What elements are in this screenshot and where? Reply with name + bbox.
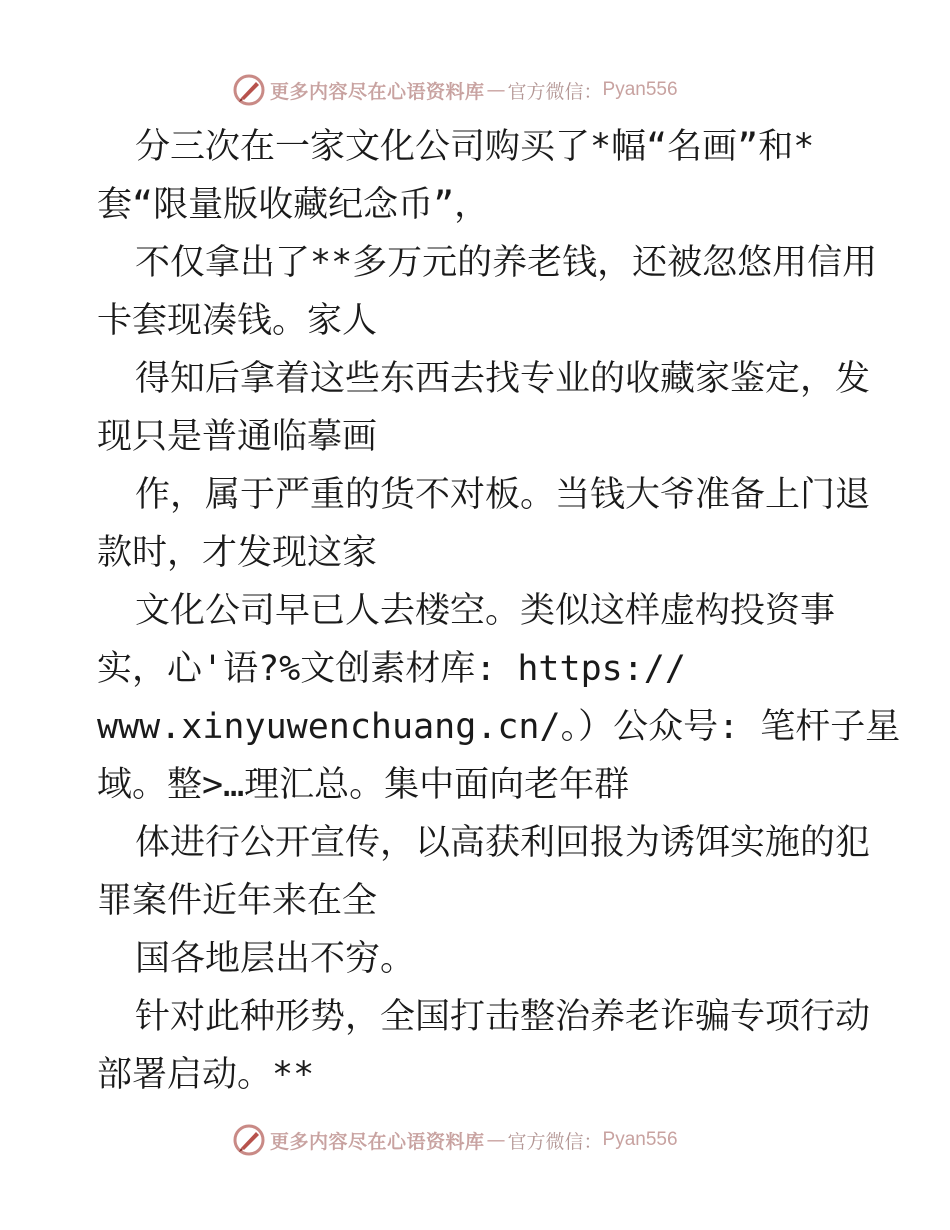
body-line: www.xinyuwenchuang.cn/。）公众号: 笔杆子星 (97, 707, 901, 747)
body-line: 部署启动。** (97, 1055, 315, 1095)
body-line: 针对此种形势，全国打击整治养老诈骗专项行动 (135, 997, 871, 1037)
body-line: 文化公司早已人去楼空。类似这样虚构投资事 (135, 591, 836, 631)
body-line: 套“限量版收藏纪念币”， (97, 185, 490, 225)
body-line: 作，属于严重的货不对板。当钱大爷准备上门退 (135, 475, 871, 515)
body-line: 得知后拿着这些东西去找专业的收藏家鉴定，发 (135, 359, 871, 399)
body-line: 款时，才发现这家 (97, 533, 378, 573)
document-body (97, 118, 901, 1104)
body-line: 体进行公开宣传，以高获利回报为诱饵实施的犯 (135, 823, 871, 863)
brush-pen-logo-icon (232, 1123, 266, 1157)
banner-main-text: 更多内容尽在心语资料库 (270, 80, 485, 103)
brush-pen-logo-icon (232, 73, 266, 107)
body-line: 卡套现凑钱。家人 (97, 301, 378, 341)
banner-wechat-id: Pyan556 (602, 79, 678, 100)
body-line: 罪案件近年来在全 (97, 881, 378, 921)
banner-main-text: 更多内容尽在心语资料库 (270, 1130, 485, 1153)
body-line: 实，心'语?%文创素材库: https:// (97, 649, 686, 689)
banner-dash: — (486, 79, 506, 101)
body-line: 分三次在一家文化公司购买了*幅“名画”和* (135, 127, 815, 167)
banner-dash: — (486, 1129, 506, 1151)
body-line: 现只是普通临摹画 (97, 417, 378, 457)
body-line: 国各地层出不穷。 (135, 939, 416, 979)
banner-wechat-label: 官方微信： (507, 80, 603, 103)
banner-wechat-id: Pyan556 (602, 1129, 678, 1150)
banner-wechat-label: 官方微信： (507, 1130, 603, 1153)
header-banner (232, 72, 678, 108)
footer-banner (232, 1122, 678, 1158)
body-line: 域。整>…理汇总。集中面向老年群 (97, 765, 630, 805)
body-line: 不仅拿出了**多万元的养老钱，还被忽悠用信用 (135, 243, 878, 283)
